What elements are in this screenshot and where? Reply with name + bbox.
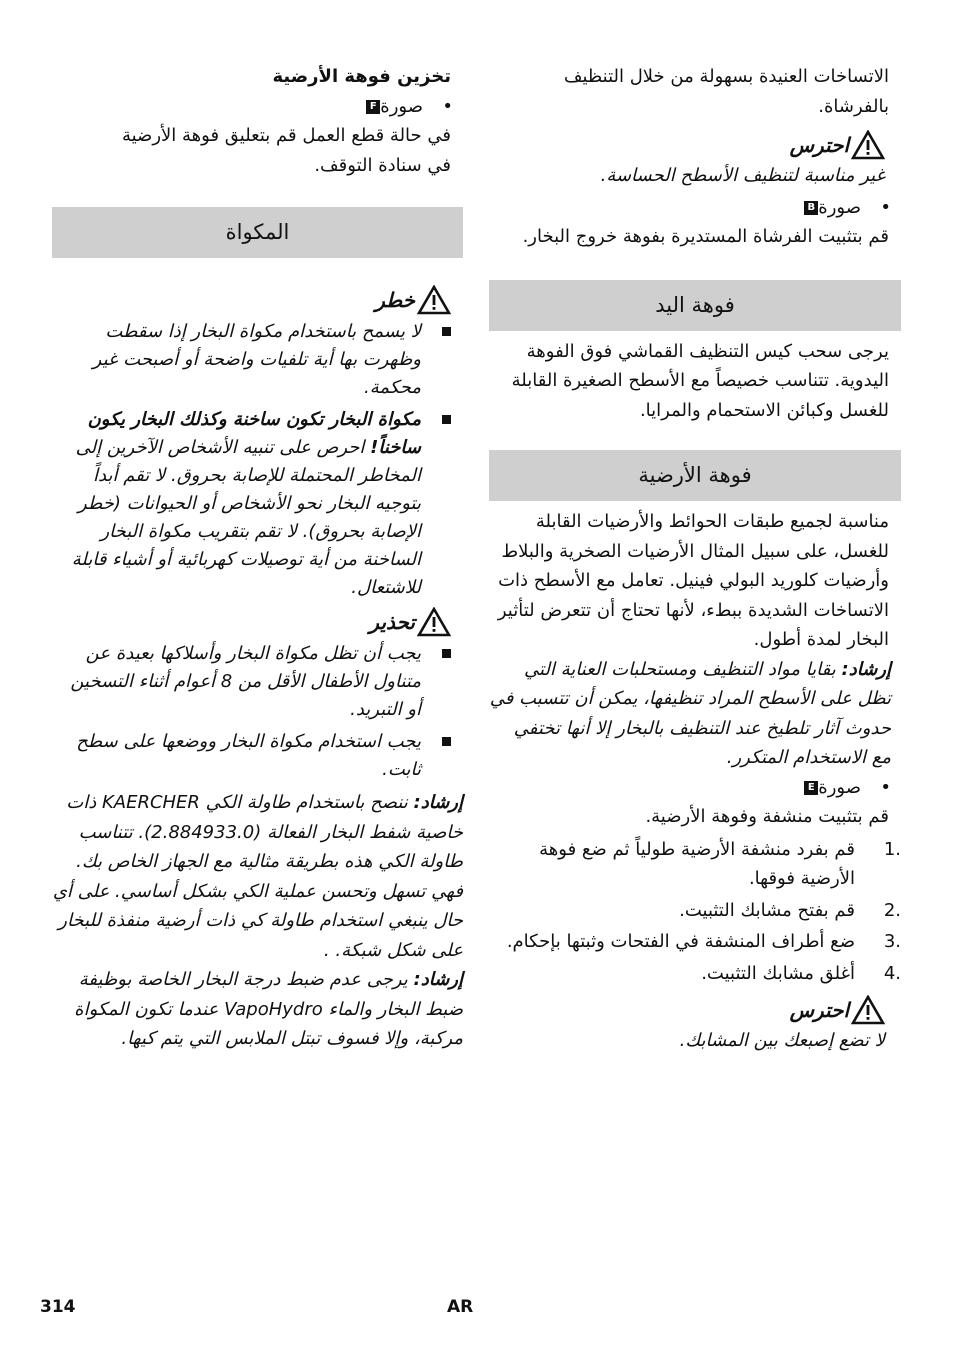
iron-note-1 [52, 788, 463, 965]
square-bullet [442, 649, 451, 658]
storage-text: في حالة قطع العمل قم بتعليق فوهة الأرضية في سنادة التوقف. [121, 125, 451, 176]
step-item [489, 927, 901, 957]
step-number: 3. [883, 931, 901, 952]
step-item [489, 959, 901, 989]
step-number: 4. [883, 962, 901, 984]
warning-triangle-icon [851, 995, 885, 1025]
section-heading-iron: المكواة [52, 207, 463, 258]
figure-f-icon: F [366, 100, 380, 114]
figure-b-icon: B [804, 201, 818, 215]
section-heading-hand-nozzle: فوهة اليد [489, 280, 901, 331]
page-number: 314 [40, 1297, 76, 1317]
storage-heading: تخزين فوهة الأرضية [272, 66, 451, 87]
danger-item [52, 318, 463, 402]
note-text: ننصح باستخدام طاولة الكي KAERCHER ذات خاصية شفط البخار الفعالة (2.884933.0). تتناسب طاولة الكي هذه بطريقة مثالية مع الجهاز الخاص بك. فهي تسهل وتحسن عملية الكي بشكل أساسي. على أي حال ينبغي استخدام طاولة كي ذات أرضية منفذة للبخار على شكل شبكة. . [52, 792, 463, 961]
step-text: أغلق مشابك التثبيت. [701, 962, 855, 984]
warning-item [52, 640, 463, 724]
caution-title: احترس [789, 998, 849, 1022]
square-bullet [442, 327, 451, 336]
caution-title: احترس [789, 133, 849, 157]
right-column [489, 62, 901, 1056]
square-bullet [442, 415, 451, 424]
warning-triangle-icon [417, 285, 451, 315]
danger-item [52, 406, 463, 602]
floor-nozzle-text: مناسبة لجميع طبقات الحوائط والأرضيات القابلة للغسل، على سبيل المثال الأرضيات الصخرية والبلاط وأرضيات كلوريد البولي فينيل. تعامل مع الأسطح ذات الاتساخات الشديدة ببطء، لأنها تحتاج أن تتعرض لتأثير البخار لمدة أطول. [497, 511, 889, 650]
step-number: 1. [883, 838, 901, 860]
step-text: قم بفرد منشفة الأرضية طولياً ثم ضع فوهة الأرضية فوقها. [539, 838, 855, 889]
danger-block [52, 284, 463, 316]
square-bullet [442, 737, 451, 746]
fig2-text: قم بتثبيت منشفة وفوهة الأرضية. [645, 806, 889, 827]
floor-note [489, 655, 901, 773]
section-heading-floor-nozzle: فوهة الأرضية [489, 450, 901, 501]
figure-ref-f [52, 92, 463, 122]
note-text: يرجى عدم ضبط درجة البخار الخاصة بوظيفة ضبط البخار والماء VapoHydro عندما تكون المكواة مركبة، وإلا فسوف تبتل الملابس التي يتم كيها. [74, 969, 463, 1049]
danger-item-text: احرص على تنبيه الأشخاص الآخرين إلى المخاطر المحتملة للإصابة بحروق. لا تقم أبداً بتوجيه البخار نحو الأشخاص أو الحيوانات (خطر الإصابة بحروق). لا تقم بتقريب مكواة البخار الساخنة من أية توصيلات كهربائية أو أشياء قابلة للاشتعال. [71, 437, 421, 598]
figure-e-icon: E [804, 781, 818, 795]
caution-block-2 [489, 994, 901, 1026]
figure-ref-e [489, 773, 901, 803]
warning-item [52, 728, 463, 784]
note-label: إرشاد: [413, 792, 463, 813]
danger-title: خطر [375, 288, 415, 312]
steps-list [489, 835, 901, 989]
figure-label: صورة [818, 776, 861, 798]
caution-block-1 [489, 129, 901, 161]
caution-text: لا تضع إصبعك بين المشابك. [679, 1030, 885, 1051]
figure-ref-b [489, 193, 901, 223]
danger-item-bold: مكواة البخار تكون ساخنة وكذلك البخار يكون ساخناً! [87, 409, 421, 458]
step-number: 2. [883, 899, 901, 921]
warning-triangle-icon [851, 130, 885, 160]
hand-nozzle-text: يرجى سحب كيس التنظيف القماشي فوق الفوهة اليدوية. تتناسب خصيصاً مع الأسطح الصغيرة القابلة للغسل وكبائن الاستحمام والمرايا. [511, 340, 889, 421]
intro-text: الاتساخات العنيدة بسهولة من خلال التنظيف بالفرشاة. [563, 66, 889, 117]
figure-label: صورة [818, 196, 861, 218]
note-text: بقايا مواد التنظيف ومستحلبات العناية التي تظل على الأسطح المراد تنظيفها، يمكن أن تتسبب في حدوث آثار تلطيخ عند التنظيف بالبخار إلا أنها تختفي مع الاستخدام المتكرر. [489, 658, 891, 768]
language-code: AR [447, 1297, 474, 1317]
figure-label: صورة [380, 95, 423, 117]
danger-item-text: لا يسمح باستخدام مكواة البخار إذا سقطت وظهرت بها أية تلفيات واضحة أو أصبحت غير محكمة. [92, 321, 421, 398]
bullet-dot: • [880, 196, 891, 218]
left-column [52, 62, 463, 1054]
step-text: ضع أطراف المنشفة في الفتحات وثبتها بإحكام. [506, 931, 855, 952]
warning-item-text: يجب أن تظل مكواة البخار وأسلاكها بعيدة عن متناول الأطفال الأقل من 8 أعوام أثناء التسخين أو التبريد. [70, 643, 421, 720]
bullet-dot: • [880, 776, 891, 798]
warning-triangle-icon [417, 607, 451, 637]
step-item [489, 896, 901, 926]
note-label: إرشاد: [841, 658, 891, 680]
warning-title: تحذير [369, 610, 415, 634]
warning-block [52, 606, 463, 638]
fig1-text: قم بتثبيت الفرشاة المستديرة بفوهة خروج البخار. [522, 226, 889, 247]
step-item [489, 835, 901, 894]
warning-item-text: يجب استخدام مكواة البخار ووضعها على سطح ثابت. [76, 731, 421, 780]
iron-note-2 [52, 965, 463, 1054]
note-label: إرشاد: [413, 969, 463, 990]
bullet-dot: • [442, 95, 453, 117]
step-text: قم بفتح مشابك التثبيت. [679, 899, 855, 921]
caution-text: غير مناسبة لتنظيف الأسطح الحساسة. [600, 165, 885, 186]
